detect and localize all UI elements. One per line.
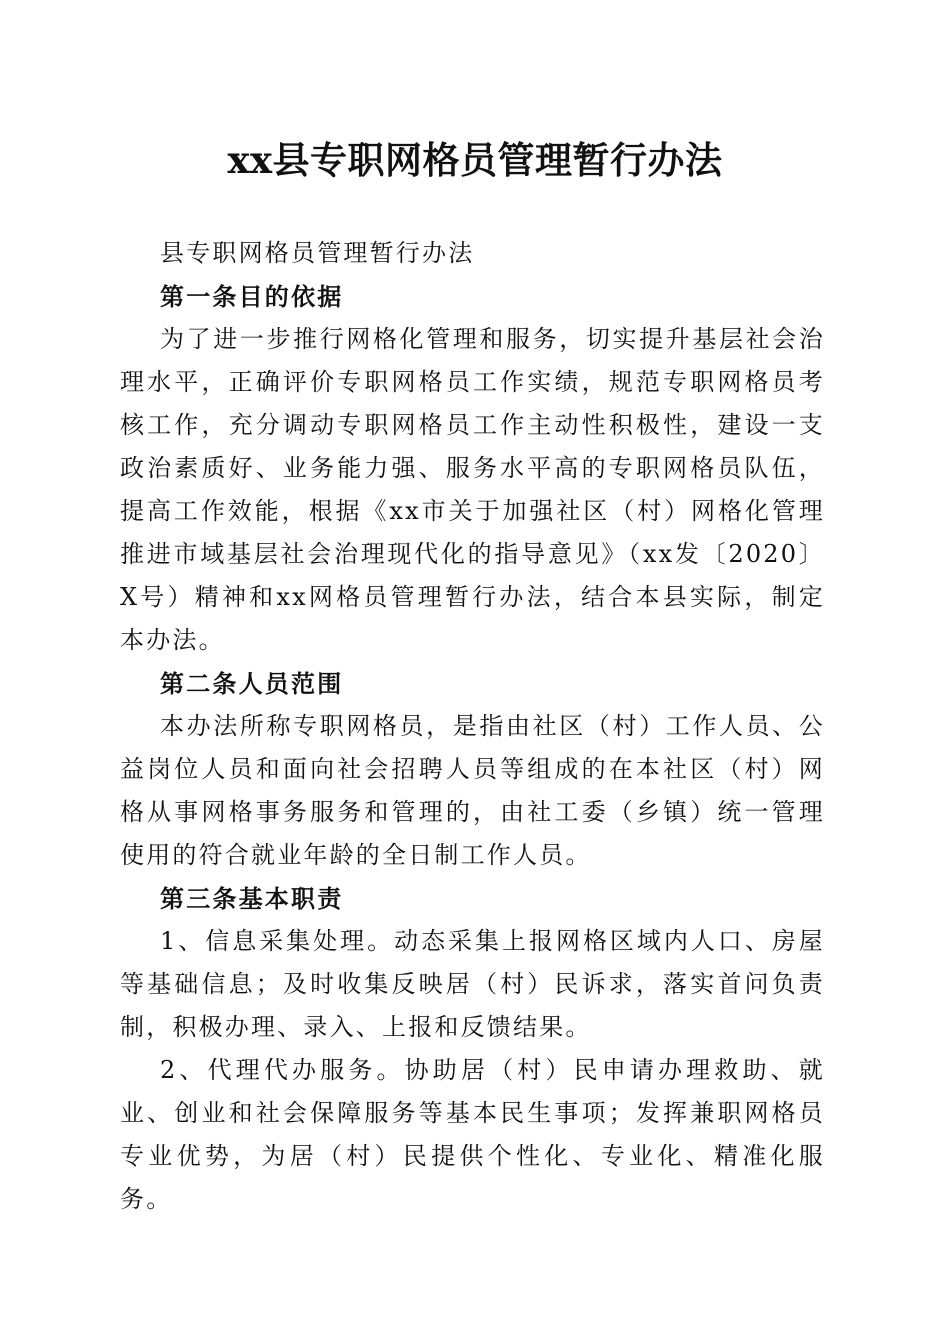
section-heading-article-3: 第三条基本职责 [160, 884, 344, 913]
paragraph-duty-1: 1、信息采集处理。动态采集上报网格区域内人口、房屋等基础信息；及时收集反映居（村）民诉求，落实首问负责制，积极办理、录入、上报和反馈结果。 [120, 927, 825, 1041]
section-heading-article-2: 第二条人员范围 [160, 669, 344, 698]
paragraph-duty-2: 2、代理代办服务。协助居（村）民申请办理救助、就业、创业和社会保障服务等基本民生事项；发挥兼职网格员专业优势，为居（村）民提供个性化、专业化、精准化服务。 [120, 1056, 825, 1213]
paragraph-subtitle: 县专职网格员管理暂行办法 [160, 239, 475, 267]
section-heading-article-1: 第一条目的依据 [160, 282, 344, 311]
paragraph-scope: 本办法所称专职网格员，是指由社区（村）工作人员、公益岗位人员和面向社会招聘人员等组成的在本社区（村）网格从事网格事务服务和管理的，由社工委（乡镇）统一管理使用的符合就业年龄的全日制工作人员。 [120, 712, 825, 869]
paragraph-purpose: 为了进一步推行网格化管理和服务，切实提升基层社会治理水平，正确评价专职网格员工作实绩，规范专职网格员考核工作，充分调动专职网格员工作主动性积极性，建设一支政治素质好、业务能力强、服务水平高的专职网格员队伍，提高工作效能，根据《xx市关于加强社区（村）网格化管理推进市域基层社会治理现代化的指导意见》（xx发〔2020〕X号）精神和xx网格员管理暂行办法，结合本县实际，制定本办法。 [120, 325, 825, 654]
document-title: xx县专职网格员管理暂行办法 [227, 138, 723, 182]
document-body [120, 232, 825, 1221]
